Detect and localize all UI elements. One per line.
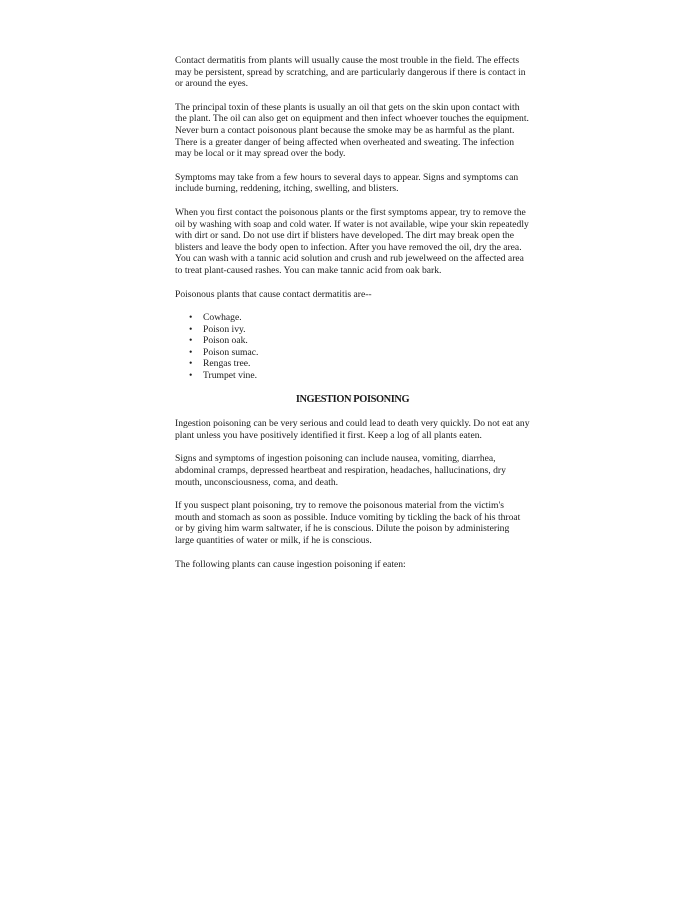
bullet-icon: •	[189, 323, 193, 335]
paragraph-ingestion-intro: Ingestion poisoning can be very serious and could lead to death very quickly. Do not eat any plant unless you have positively identified it first. Keep a log of all plants eaten.	[175, 418, 530, 441]
bullet-icon: •	[189, 358, 193, 370]
paragraph-list-intro: Poisonous plants that cause contact dermatitis are--	[175, 288, 372, 300]
list-item-text: Poison ivy.	[203, 323, 246, 335]
paragraph-ingestion-treatment: If you suspect plant poisoning, try to remove the poisonous material from the victim's mouth and stomach as soon as possible. Induce vomiting by tickling the back of his throat or by giving him warm saltwater, if he is conscious. Dilute the poison by administering large quantities of water or milk, if he is conscious.	[175, 500, 521, 546]
section-heading: INGESTION POISONING	[295, 393, 410, 405]
contact-plants-list	[175, 312, 530, 382]
list-item-text: Poison oak.	[203, 335, 248, 347]
paragraph-ingestion-symptoms: Signs and symptoms of ingestion poisoning can include nausea, vomiting, diarrhea, abdominal cramps, depressed heartbeat and respiration, headaches, hallucinations, dry mouth, unconsciousness, coma, and death.	[175, 453, 506, 488]
list-item	[189, 324, 530, 336]
bullet-icon: •	[189, 335, 193, 347]
list-item	[189, 358, 530, 370]
paragraph-ingestion-list-intro: The following plants can cause ingestion poisoning if eaten:	[175, 558, 406, 570]
paragraph-symptoms: Symptoms may take from a few hours to several days to appear. Signs and symptoms can include burning, reddening, itching, swelling, and blisters.	[175, 171, 519, 195]
list-item-text: Trumpet vine.	[203, 370, 258, 382]
paragraph-principal-toxin: The principal toxin of these plants is usually an oil that gets on the skin upon contact with the plant. The oil can also get on equipment and then infect whoever touches the equipment. Never burn a contact poisonous plant because the smoke may be as harmful as the plant. There is a greater danger of being affected when overheated and sweating. The infection may be local or it may spread over the body.	[175, 101, 529, 160]
paragraph-first-contact-treatment: When you first contact the poisonous plants or the first symptoms appear, try to remove the oil by washing with soap and cold water. If water is not available, wipe your skin repeatedly with dirt or sand. Do not use dirt if blisters have developed. The dirt may break open the blisters and leave the body open to infection. After you have removed the oil, dry the area. You can wash with a tannic acid solution and crush and rub jewelweed on the affected area to treat plant-caused rashes. You can make tannic acid from oak bark.	[175, 206, 529, 276]
bullet-icon: •	[189, 370, 193, 382]
bullet-icon: •	[189, 346, 193, 358]
bullet-icon: •	[189, 312, 193, 324]
document-page	[175, 55, 530, 582]
list-item	[189, 312, 530, 324]
list-item	[189, 335, 530, 347]
list-item-text: Poison sumac.	[203, 346, 259, 358]
list-item	[189, 347, 530, 359]
list-item-text: Rengas tree.	[203, 358, 251, 370]
list-item	[189, 370, 530, 382]
list-item-text: Cowhage.	[203, 312, 242, 324]
paragraph-contact-dermatitis-intro: Contact dermatitis from plants will usually cause the most trouble in the field. The effects may be persistent, spread by scratching, and are particularly dangerous if there is contact in or around the eyes.	[175, 55, 526, 90]
